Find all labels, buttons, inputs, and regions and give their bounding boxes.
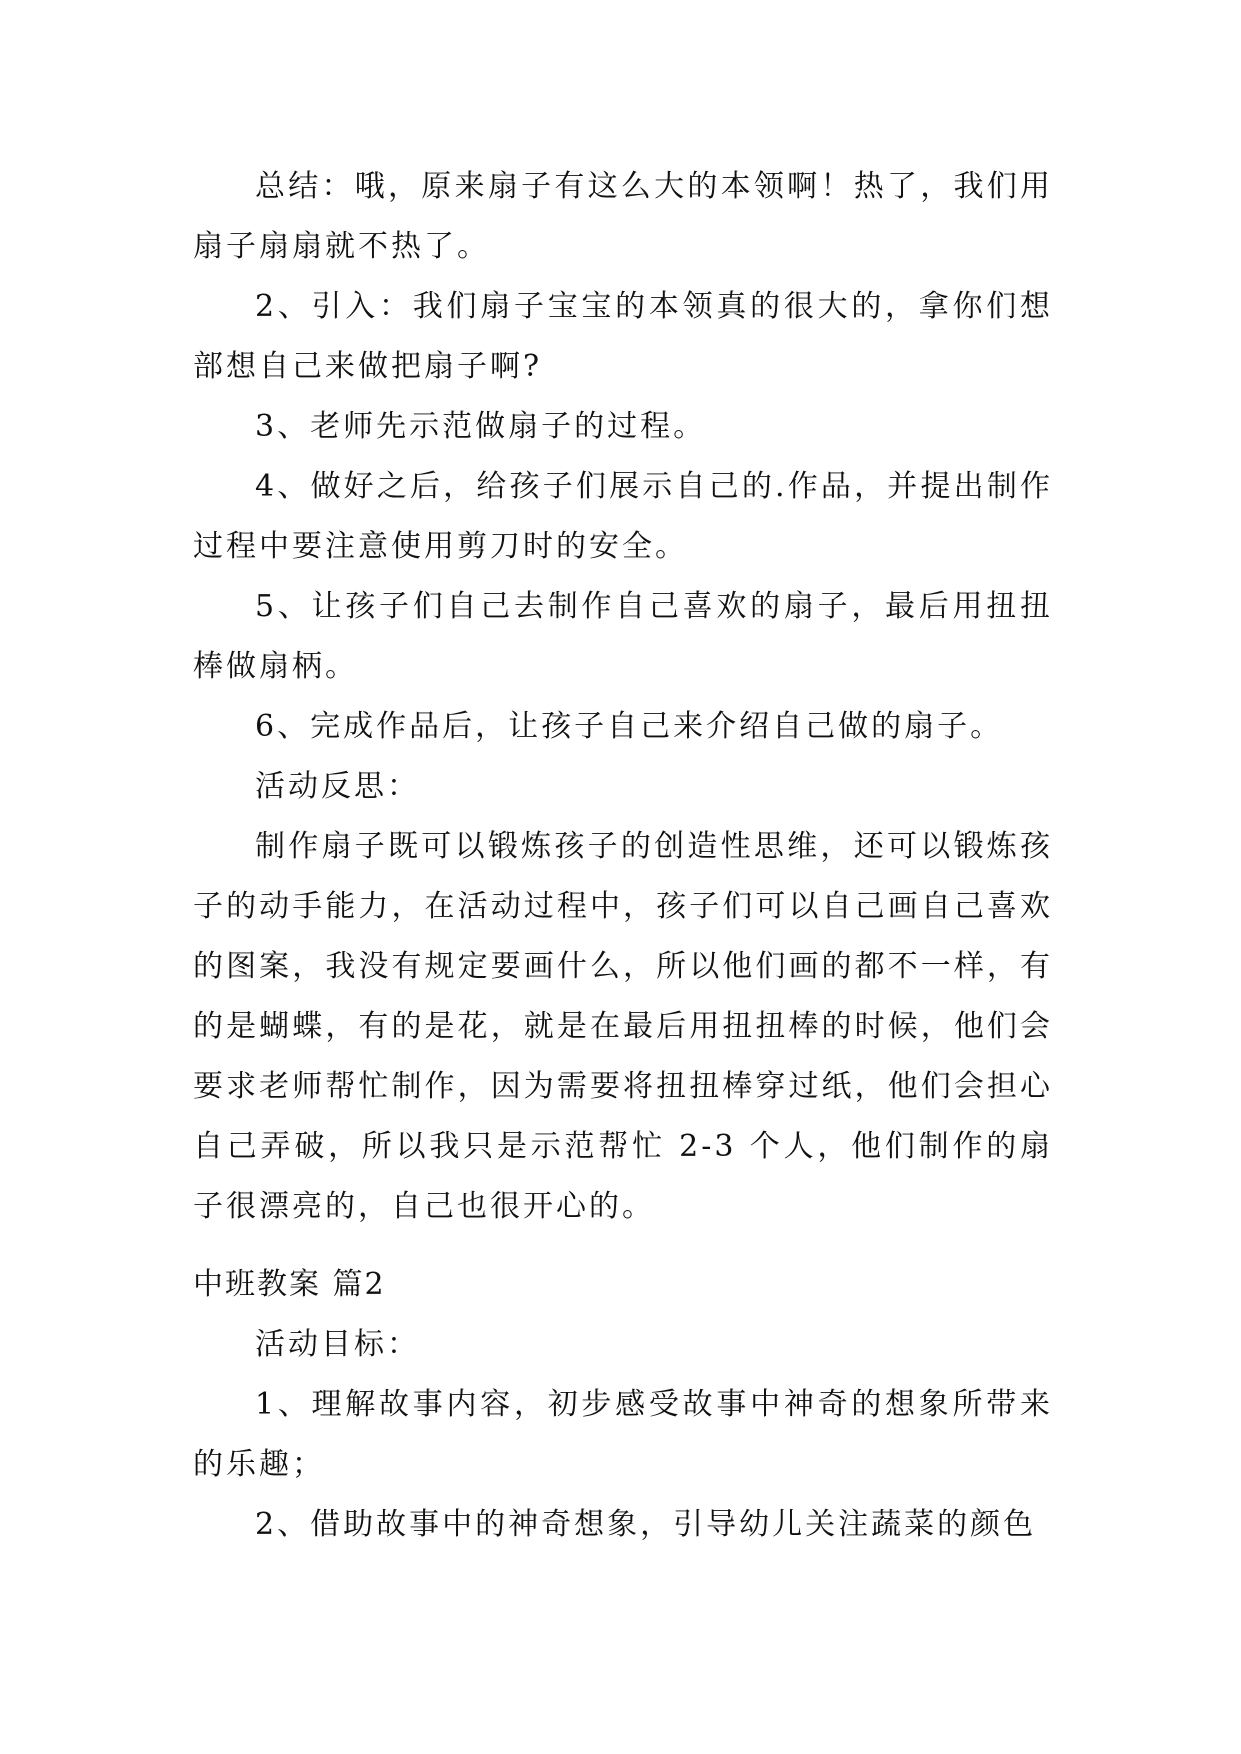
- paragraph-step-6: 6、完成作品后，让孩子自己来介绍自己做的扇子。: [255, 709, 1004, 744]
- paragraph-step-3: 3、老师先示范做扇子的过程。: [255, 409, 707, 444]
- paragraph-summary: 总结：哦，原来扇子有这么大的本领啊！热了，我们用扇子扇扇就不热了。: [193, 169, 1053, 264]
- content-block-1: [193, 157, 1053, 1237]
- content-block-2: [193, 1255, 1053, 1555]
- activity-goals-label: 活动目标：: [255, 1327, 420, 1362]
- goal-1: 1、理解故事内容，初步感受故事中神奇的想象所带来的乐趣；: [193, 1387, 1053, 1482]
- paragraph-step-5: 5、让孩子们自己去制作自己喜欢的扇子，最后用扭扭棒做扇柄。: [193, 589, 1053, 684]
- activity-reflection-label: 活动反思：: [255, 769, 420, 804]
- paragraph-step-4: 4、做好之后，给孩子们展示自己的.作品，并提出制作过程中要注意使用剪刀时的安全。: [193, 469, 1053, 564]
- activity-reflection-text: 制作扇子既可以锻炼孩子的创造性思维，还可以锻炼孩子的动手能力，在活动过程中，孩子们可以自己画自己喜欢的图案，我没有规定要画什么，所以他们画的都不一样，有的是蝴蝶，有的是花，就是在最后用扭扭棒的时候，他们会要求老师帮忙制作，因为需要将扭扭棒穿过纸，他们会担心自己弄破，所以我只是示范帮忙 2-3 个人，他们制作的扇子很漂亮的，自己也很开心的。: [193, 829, 1053, 1224]
- section-heading: 中班教案 篇2: [193, 1267, 386, 1302]
- paragraph-step-2: 2、引入：我们扇子宝宝的本领真的很大的，拿你们想部想自己来做把扇子啊?: [193, 289, 1053, 384]
- goal-2: 2、借助故事中的神奇想象，引导幼儿关注蔬菜的颜色: [255, 1507, 1037, 1542]
